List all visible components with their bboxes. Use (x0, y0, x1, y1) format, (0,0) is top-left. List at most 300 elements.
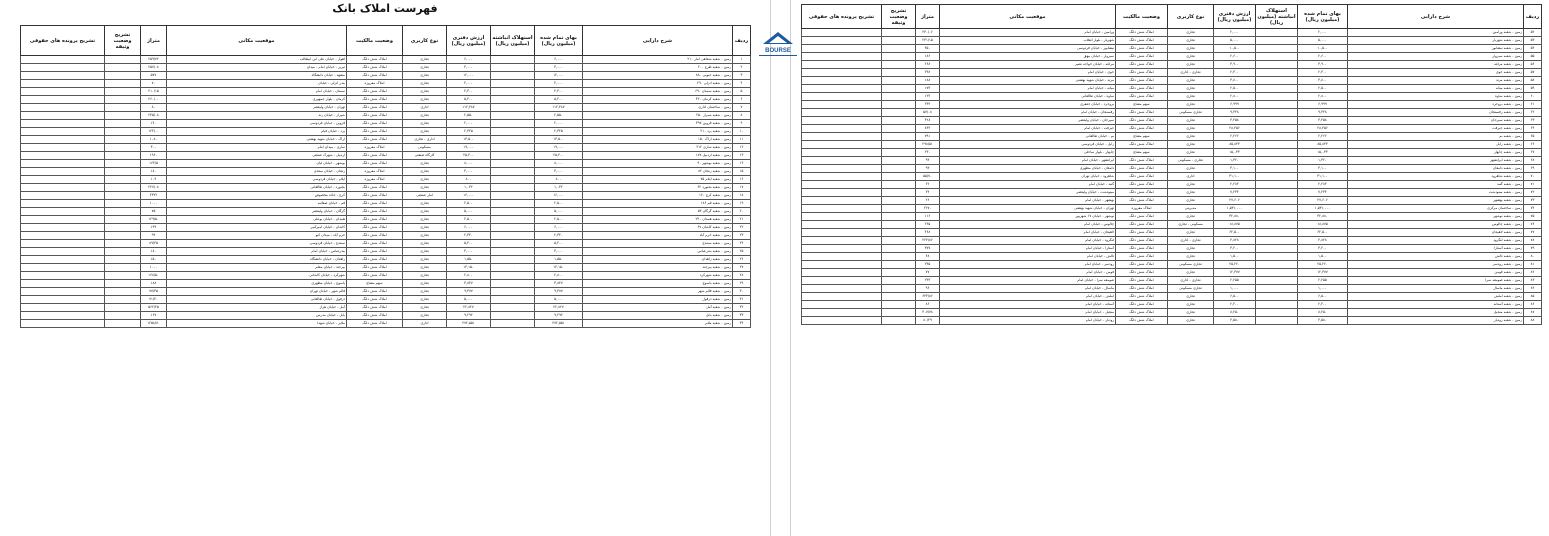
book-value-cell: ۲,۶۰۰ (1214, 53, 1256, 61)
area-cell: ۲۲۴/۸۶ (916, 237, 940, 245)
asset-description-cell: زمین - شعبه کاشان ۶۷ (583, 224, 733, 232)
usage-type-cell: تجاری (1168, 301, 1214, 309)
price-cell: ۱۳,۵۰۰ (535, 136, 583, 144)
ownership-status-cell: املاک مفروزه (347, 176, 403, 184)
usage-type-cell: کارگاه صنعتی (403, 152, 447, 160)
depreciation-cell (491, 176, 535, 184)
book-value-cell: ۶۲,۵۰۰ (1214, 229, 1256, 237)
price-cell: ۲,۲۶۶ (1298, 133, 1348, 141)
book-value-cell: ۱,۵۵۰ (447, 256, 491, 264)
table-row (802, 301, 1542, 309)
book-value-cell: ۴,۵۸۰ (1214, 317, 1256, 325)
ownership-status-cell: املاک شش دانگ (1116, 45, 1168, 53)
depreciation-cell (491, 72, 535, 80)
depreciation-cell (1256, 53, 1298, 61)
table-row (21, 136, 751, 144)
table-row (802, 221, 1542, 229)
doc-status-cell (882, 317, 916, 325)
depreciation-cell (491, 232, 535, 240)
asset-description-cell: زمین - ساختمان مرکزی (1348, 205, 1524, 213)
usage-type-cell: تجاری (403, 64, 447, 72)
row-number-cell: ۷۸ (1524, 237, 1542, 245)
row-number-cell: ۱۳ (733, 152, 751, 160)
area-cell: ۷۹۱ (916, 133, 940, 141)
area-cell: ۱۰۰۰ (141, 264, 167, 272)
row-number-cell: ۸۳ (1524, 277, 1542, 285)
row-number-cell: ۶۱ (1524, 101, 1542, 109)
legal-notes-cell (21, 192, 105, 200)
area-cell: ۲۱۰/۱۵ (141, 88, 167, 96)
price-cell: ۲,۰۰۰ (535, 120, 583, 128)
legal-notes-cell (21, 240, 105, 248)
area-cell: ۲۴۳ (916, 277, 940, 285)
table-row (21, 216, 751, 224)
doc-status-cell (882, 101, 916, 109)
location-cell: بهشهر - خیابان امام (940, 197, 1116, 205)
asset-description-cell: زمین - شعبه خوی (1348, 69, 1524, 77)
location-cell: شهرکرد - خیابان کاشانی (167, 272, 347, 280)
usage-type-cell: تجاری (1168, 269, 1214, 277)
asset-description-cell: زمین - شعبه بروجرد (1348, 101, 1524, 109)
location-cell: سنندج - خیابان فردوسی (167, 240, 347, 248)
ownership-status-cell: املاک شش دانگ (1116, 197, 1168, 205)
legal-notes-cell (802, 261, 882, 269)
logo-text: BOURSE (765, 48, 791, 54)
doc-status-cell (882, 85, 916, 93)
book-value-cell: ۱۲,۰۰۰ (447, 72, 491, 80)
doc-status-cell (882, 237, 916, 245)
doc-status-cell (105, 160, 141, 168)
table-row (21, 304, 751, 312)
col-location: موقعیت مکانی (167, 26, 347, 56)
book-value-cell: ۲,۴۰۰ (1214, 301, 1256, 309)
row-number-cell: ۶۳ (1524, 117, 1542, 125)
price-cell: ۲۷,۶۰۶ (1298, 197, 1348, 205)
row-number-cell: ۴ (733, 80, 751, 88)
price-cell: ۱۱۲,۴۸۷ (535, 104, 583, 112)
price-cell: ۳,۸۴۷ (535, 280, 583, 288)
table-row (802, 53, 1542, 61)
depreciation-cell (1256, 293, 1298, 301)
usage-type-cell: تجاری (403, 168, 447, 176)
row-number-cell: ۵۶ (1524, 61, 1542, 69)
area-cell: ۲۳۰ (916, 149, 940, 157)
table-row (21, 88, 751, 96)
price-cell: ۶,۹۹۹ (1298, 101, 1348, 109)
ownership-status-cell: املاک شش دانگ (1116, 93, 1168, 101)
ownership-status-cell: املاک مفروزه (347, 144, 403, 152)
location-cell: ورامین - خیابان امام (940, 29, 1116, 37)
legal-notes-cell (21, 184, 105, 192)
location-cell: یزد - خیابان قیام (167, 128, 347, 136)
usage-type-cell: تجاری (403, 256, 447, 264)
legal-notes-cell (21, 96, 105, 104)
doc-status-cell (105, 288, 141, 296)
asset-description-cell: زمین - شعبه لنگرود (1348, 237, 1524, 245)
doc-status-cell (882, 309, 916, 317)
area-cell: ۲۹۸/۵۱ (916, 141, 940, 149)
area-cell: ۱۲۵۸/۷۰ (141, 320, 167, 328)
price-cell: ۱۸,۸۷۵ (1298, 221, 1348, 229)
location-cell: دامغان - خیابان مطهری (940, 165, 1116, 173)
area-cell: ۷۷/۳۵ (141, 288, 167, 296)
row-number-cell: ۵۲ (1524, 29, 1542, 37)
table-row (21, 104, 751, 112)
depreciation-cell (1256, 229, 1298, 237)
price-cell: ۲,۵۰۰ (535, 200, 583, 208)
depreciation-cell (491, 272, 535, 280)
col-location: موقعیت مکانی (940, 5, 1116, 29)
depreciation-cell (491, 88, 535, 96)
col-asset-desc: شرح دارایی (583, 26, 733, 56)
area-cell: ۴۶۸ (916, 229, 940, 237)
doc-status-cell (882, 133, 916, 141)
location-cell: قائم شهر - خیابان تهران (167, 288, 347, 296)
table-row (802, 141, 1542, 149)
book-value-cell: ۳۱,۱۰۰ (1214, 173, 1256, 181)
document-page-left (0, 0, 771, 536)
depreciation-cell (491, 216, 535, 224)
depreciation-cell (491, 96, 535, 104)
ownership-status-cell: سهم مشاع (1116, 101, 1168, 109)
doc-status-cell (105, 200, 141, 208)
row-number-cell: ۲۵ (733, 248, 751, 256)
ownership-status-cell: املاک شش دانگ (1116, 53, 1168, 61)
doc-status-cell (105, 216, 141, 224)
area-cell: ۵۶۲/۴۵ (141, 304, 167, 312)
area-cell: ۲۶ (916, 197, 940, 205)
ownership-status-cell: املاک شش دانگ (1116, 109, 1168, 117)
doc-status-cell (882, 61, 916, 69)
table-row (21, 72, 751, 80)
table-row (21, 96, 751, 104)
row-number-cell: ۸۷ (1524, 309, 1542, 317)
price-cell: ۳۱,۱۰۰ (1298, 173, 1348, 181)
location-cell: آستارا - خیابان امام (940, 245, 1116, 253)
usage-type-cell: تجاری (403, 56, 447, 64)
price-cell: ۲۸,۴۵۶ (1298, 125, 1348, 133)
price-cell: ۳,۰۰۰ (535, 64, 583, 72)
row-number-cell: ۵ (733, 88, 751, 96)
location-cell: قزوین - خیابان فردوسی (167, 120, 347, 128)
usage-type-cell: تجاری (403, 272, 447, 280)
legal-notes-cell (802, 237, 882, 245)
depreciation-cell (1256, 109, 1298, 117)
area-cell: ۲۶۰/۰۰ (141, 96, 167, 104)
depreciation-cell (1256, 181, 1298, 189)
table-row (802, 197, 1542, 205)
row-number-cell: ۷۲ (1524, 189, 1542, 197)
asset-description-cell: زمین - شعبه ایلام ۷۵ (583, 176, 733, 184)
usage-type-cell: تجاری (403, 112, 447, 120)
table-row (802, 133, 1542, 141)
doc-status-cell (882, 221, 916, 229)
legal-notes-cell (802, 285, 882, 293)
depreciation-cell (491, 168, 535, 176)
usage-type-cell: تجاری (1168, 141, 1214, 149)
book-value-cell: ۲,۲۶۶ (1214, 133, 1256, 141)
book-value-cell: ۱۲,۳۷۷ (1214, 269, 1256, 277)
area-cell: ۲۴ (916, 189, 940, 197)
price-cell: ۲,۲۸۴ (1298, 181, 1348, 189)
book-value-cell: ۷,۲۳۴ (1214, 189, 1256, 197)
doc-status-cell (105, 240, 141, 248)
asset-description-cell: زمین - شعبه سیرجان (1348, 117, 1524, 125)
ownership-status-cell: املاک شش دانگ (1116, 213, 1168, 221)
location-cell: بابل - خیابان مدرس (167, 312, 347, 320)
asset-description-cell: زمین - شعبه شیراز ۲۵۰ (583, 112, 733, 120)
doc-status-cell (882, 181, 916, 189)
price-cell: ۲,۰۰۰ (1298, 29, 1348, 37)
usage-type-cell: تجاری (1168, 165, 1214, 173)
legal-notes-cell (802, 293, 882, 301)
legal-notes-cell (21, 136, 105, 144)
ownership-status-cell: املاک شش دانگ (1116, 221, 1168, 229)
usage-type-cell: تجاری (1168, 293, 1214, 301)
doc-status-cell (105, 280, 141, 288)
book-value-cell: ۴,۰۰۰ (447, 80, 491, 88)
depreciation-cell (1256, 77, 1298, 85)
doc-status-cell (882, 93, 916, 101)
ownership-status-cell: املاک شش دانگ (1116, 317, 1168, 325)
col-row-no: ردیف (733, 26, 751, 56)
area-cell: ۲۲۷/۰۸ (141, 184, 167, 192)
book-value-cell: ۱,۵۰۰ (1214, 253, 1256, 261)
location-cell: منجیل - خیابان امام (940, 309, 1116, 317)
document-page-right (790, 0, 1549, 536)
depreciation-cell (491, 104, 535, 112)
col-depreciation: استهلاک انباشته (میلیون ریال) (1256, 5, 1298, 29)
table-row (21, 320, 751, 328)
doc-status-cell (105, 296, 141, 304)
ownership-status-cell: املاک شش دانگ (1116, 117, 1168, 125)
depreciation-cell (1256, 37, 1298, 45)
legal-notes-cell (21, 144, 105, 152)
location-cell: رفسنجان - خیابان امام (940, 109, 1116, 117)
price-cell: ۴,۸۲۸ (1298, 237, 1348, 245)
doc-status-cell (105, 224, 141, 232)
row-number-cell: ۸۸ (1524, 317, 1542, 325)
location-cell: رودبار - خیابان امام (940, 317, 1116, 325)
depreciation-cell (1256, 253, 1298, 261)
legal-notes-cell (802, 109, 882, 117)
row-number-cell: ۷۹ (1524, 245, 1542, 253)
book-value-cell: ۶,۵۰۰ (1214, 293, 1256, 301)
book-value-cell: ۱۱۲,۴۸۷ (447, 104, 491, 112)
price-cell: ۵,۰۰۰ (535, 208, 583, 216)
area-cell: ۵۷۷ (141, 72, 167, 80)
table-row (21, 160, 751, 168)
table-row (802, 93, 1542, 101)
depreciation-cell (1256, 93, 1298, 101)
ownership-status-cell: املاک شش دانگ (347, 272, 403, 280)
depreciation-cell (1256, 189, 1298, 197)
location-cell: تهران - خیابان ولیعصر (167, 104, 347, 112)
usage-type-cell: تجاری (1168, 117, 1214, 125)
ownership-status-cell: املاک شش دانگ (347, 304, 403, 312)
depreciation-cell (1256, 213, 1298, 221)
book-value-cell: ۱۶,۰۰۰ (447, 192, 491, 200)
ownership-status-cell: املاک شش دانگ (347, 320, 403, 328)
usage-type-cell: تجاری (1168, 309, 1214, 317)
area-cell: ۲۴۵ (916, 261, 940, 269)
depreciation-cell (1256, 245, 1298, 253)
depreciation-cell (491, 144, 535, 152)
row-number-cell: ۲۸ (733, 272, 751, 280)
location-cell: زاهدان - خیابان دانشگاه (167, 256, 347, 264)
location-cell: آستانه - خیابان امام (940, 301, 1116, 309)
usage-type-cell: تجاری مسکونی (1168, 261, 1214, 269)
row-number-cell: ۸۶ (1524, 301, 1542, 309)
price-cell: ۱۴,۱۵۰ (535, 264, 583, 272)
doc-status-cell (882, 69, 916, 77)
asset-description-cell: زمین - شعبه اردبیل ۱۷۸ (583, 152, 733, 160)
book-value-cell: ۲,۸۰۰ (447, 272, 491, 280)
book-value-cell: ۲,۳۴۵ (447, 128, 491, 136)
book-value-cell: ۵,۴۰۰ (447, 240, 491, 248)
legal-notes-cell (21, 232, 105, 240)
doc-status-cell (105, 144, 141, 152)
table-row (802, 277, 1542, 285)
doc-status-cell (882, 261, 916, 269)
row-number-cell: ۱۵ (733, 168, 751, 176)
row-number-cell: ۵۹ (1524, 85, 1542, 93)
book-value-cell: ۳,۰۰۰ (447, 64, 491, 72)
legal-notes-cell (21, 248, 105, 256)
row-number-cell: ۸۲ (1524, 269, 1542, 277)
ownership-status-cell: املاک شش دانگ (1116, 261, 1168, 269)
book-value-cell: ۸۰۰ (447, 176, 491, 184)
asset-description-cell: زمین - شعبه سبزوار (1348, 53, 1524, 61)
usage-type-cell: تجاری (403, 224, 447, 232)
table-row (802, 117, 1542, 125)
area-cell: ۵۷/۰۸ (916, 109, 940, 117)
asset-description-cell: زمین - شعبه آستارا (1348, 245, 1524, 253)
book-value-cell: ۱۰,۵۰۰ (1214, 45, 1256, 53)
price-cell: ۱۲,۰۰۰ (535, 72, 583, 80)
area-cell: ۱۲۴/۰۰ (141, 128, 167, 136)
depreciation-cell (491, 280, 535, 288)
legal-notes-cell (21, 264, 105, 272)
price-cell: ۱۲,۳۷۷ (1298, 269, 1348, 277)
legal-notes-cell (802, 117, 882, 125)
asset-description-cell: زمین - ساختمان اداری (583, 104, 733, 112)
location-cell: نوشهر - خیابان ۱۷ شهریور (940, 213, 1116, 221)
table-row (802, 69, 1542, 77)
doc-status-cell (882, 37, 916, 45)
price-cell: ۲,۳۰۰ (1298, 69, 1348, 77)
legal-notes-cell (802, 45, 882, 53)
area-cell: ۱۸۰ (141, 248, 167, 256)
ownership-status-cell: املاک شش دانگ (347, 72, 403, 80)
ownership-status-cell: املاک شش دانگ (1116, 293, 1168, 301)
book-value-cell: ۲۵,۴۰۰ (447, 152, 491, 160)
price-cell: ۳,۹۰۰ (1298, 61, 1348, 69)
row-number-cell: ۳۴ (733, 320, 751, 328)
legal-notes-cell (802, 309, 882, 317)
usage-type-cell: تجاری (1168, 53, 1214, 61)
depreciation-cell (1256, 61, 1298, 69)
row-number-cell: ۵۵ (1524, 53, 1542, 61)
location-cell: چابهار - بلوار ساحلی (940, 149, 1116, 157)
usage-type-cell: تجاری (1168, 133, 1214, 141)
usage-type-cell: تجاری (1168, 189, 1214, 197)
depreciation-cell (491, 208, 535, 216)
usage-type-cell: تجاری مسکونی (1168, 109, 1214, 117)
ownership-status-cell: املاک شش دانگ (347, 288, 403, 296)
book-value-cell: ۹,۳۷۷ (447, 288, 491, 296)
table-row (802, 77, 1542, 85)
location-cell: تهران - خیابان شهید بهشتی (940, 205, 1116, 213)
usage-type-cell: تجاری (1168, 101, 1214, 109)
legal-notes-cell (802, 277, 882, 285)
col-doc-status: تشریح وضعیت وثیقه (882, 5, 916, 29)
ownership-status-cell: املاک شش دانگ (1116, 309, 1168, 317)
depreciation-cell (491, 312, 535, 320)
price-cell: ۱۹,۰۰۰ (535, 144, 583, 152)
usage-type-cell: تجاری (403, 200, 447, 208)
area-cell: ۸۴۴ (916, 125, 940, 133)
row-number-cell: ۷۷ (1524, 229, 1542, 237)
assets-table-left (20, 25, 751, 328)
book-value-cell: ۲,۰۰۰ (447, 120, 491, 128)
row-number-cell: ۱ (733, 56, 751, 64)
doc-status-cell (882, 301, 916, 309)
row-number-cell: ۲۶ (733, 256, 751, 264)
book-value-cell: ۲۵,۲۲۰ (1214, 261, 1256, 269)
ownership-status-cell: املاک شش دانگ (347, 160, 403, 168)
usage-type-cell: تجاری (1168, 37, 1214, 45)
book-value-cell: ۱۴,۱۵۰ (447, 264, 491, 272)
location-cell: کرج - جاده مخصوص (167, 192, 347, 200)
doc-status-cell (105, 248, 141, 256)
book-value-cell: ۲,۰۰۰ (1214, 29, 1256, 37)
legal-notes-cell (802, 101, 882, 109)
area-cell: ۸۶ (916, 301, 940, 309)
legal-notes-cell (802, 229, 882, 237)
legal-notes-cell (802, 165, 882, 173)
price-cell: ۲,۵۰۰ (535, 216, 583, 224)
asset-description-cell: زمین - شعبه رودسر (1348, 261, 1524, 269)
price-cell: ۳,۴۵۸ (1298, 117, 1348, 125)
legal-notes-cell (802, 245, 882, 253)
legal-notes-cell (802, 157, 882, 165)
book-value-cell: ۳,۲۰۰ (1214, 245, 1256, 253)
depreciation-cell (491, 264, 535, 272)
doc-status-cell (105, 304, 141, 312)
ownership-status-cell: املاک شش دانگ (1116, 125, 1168, 133)
asset-description-cell: زمین - شعبه ایرانشهر (1348, 157, 1524, 165)
price-cell: ۱,۰۳۲ (535, 184, 583, 192)
asset-description-cell: زمین - شعبه بهشهر (1348, 197, 1524, 205)
table-row (21, 120, 751, 128)
price-cell: ۲,۶۰۰ (1298, 53, 1348, 61)
location-cell: سبزوار - خیابان بیهق (940, 53, 1116, 61)
row-number-cell: ۳ (733, 72, 751, 80)
location-cell: یاسوج - خیابان مطهری (167, 280, 347, 288)
book-value-cell: ۲۸,۴۵۶ (1214, 125, 1256, 133)
asset-description-cell: زمین - شعبه قزوین ۳۹۷ (583, 120, 733, 128)
table-row (802, 181, 1542, 189)
legal-notes-cell (21, 272, 105, 280)
table-row (21, 80, 751, 88)
col-area: متراژ (141, 26, 167, 56)
ownership-status-cell: املاک شش دانگ (347, 240, 403, 248)
table-row (802, 317, 1542, 325)
ownership-status-cell: املاک شش دانگ (1116, 141, 1168, 149)
ownership-status-cell: املاک مفروزه (347, 168, 403, 176)
price-cell: ۲۲,۸۲۷ (535, 304, 583, 312)
